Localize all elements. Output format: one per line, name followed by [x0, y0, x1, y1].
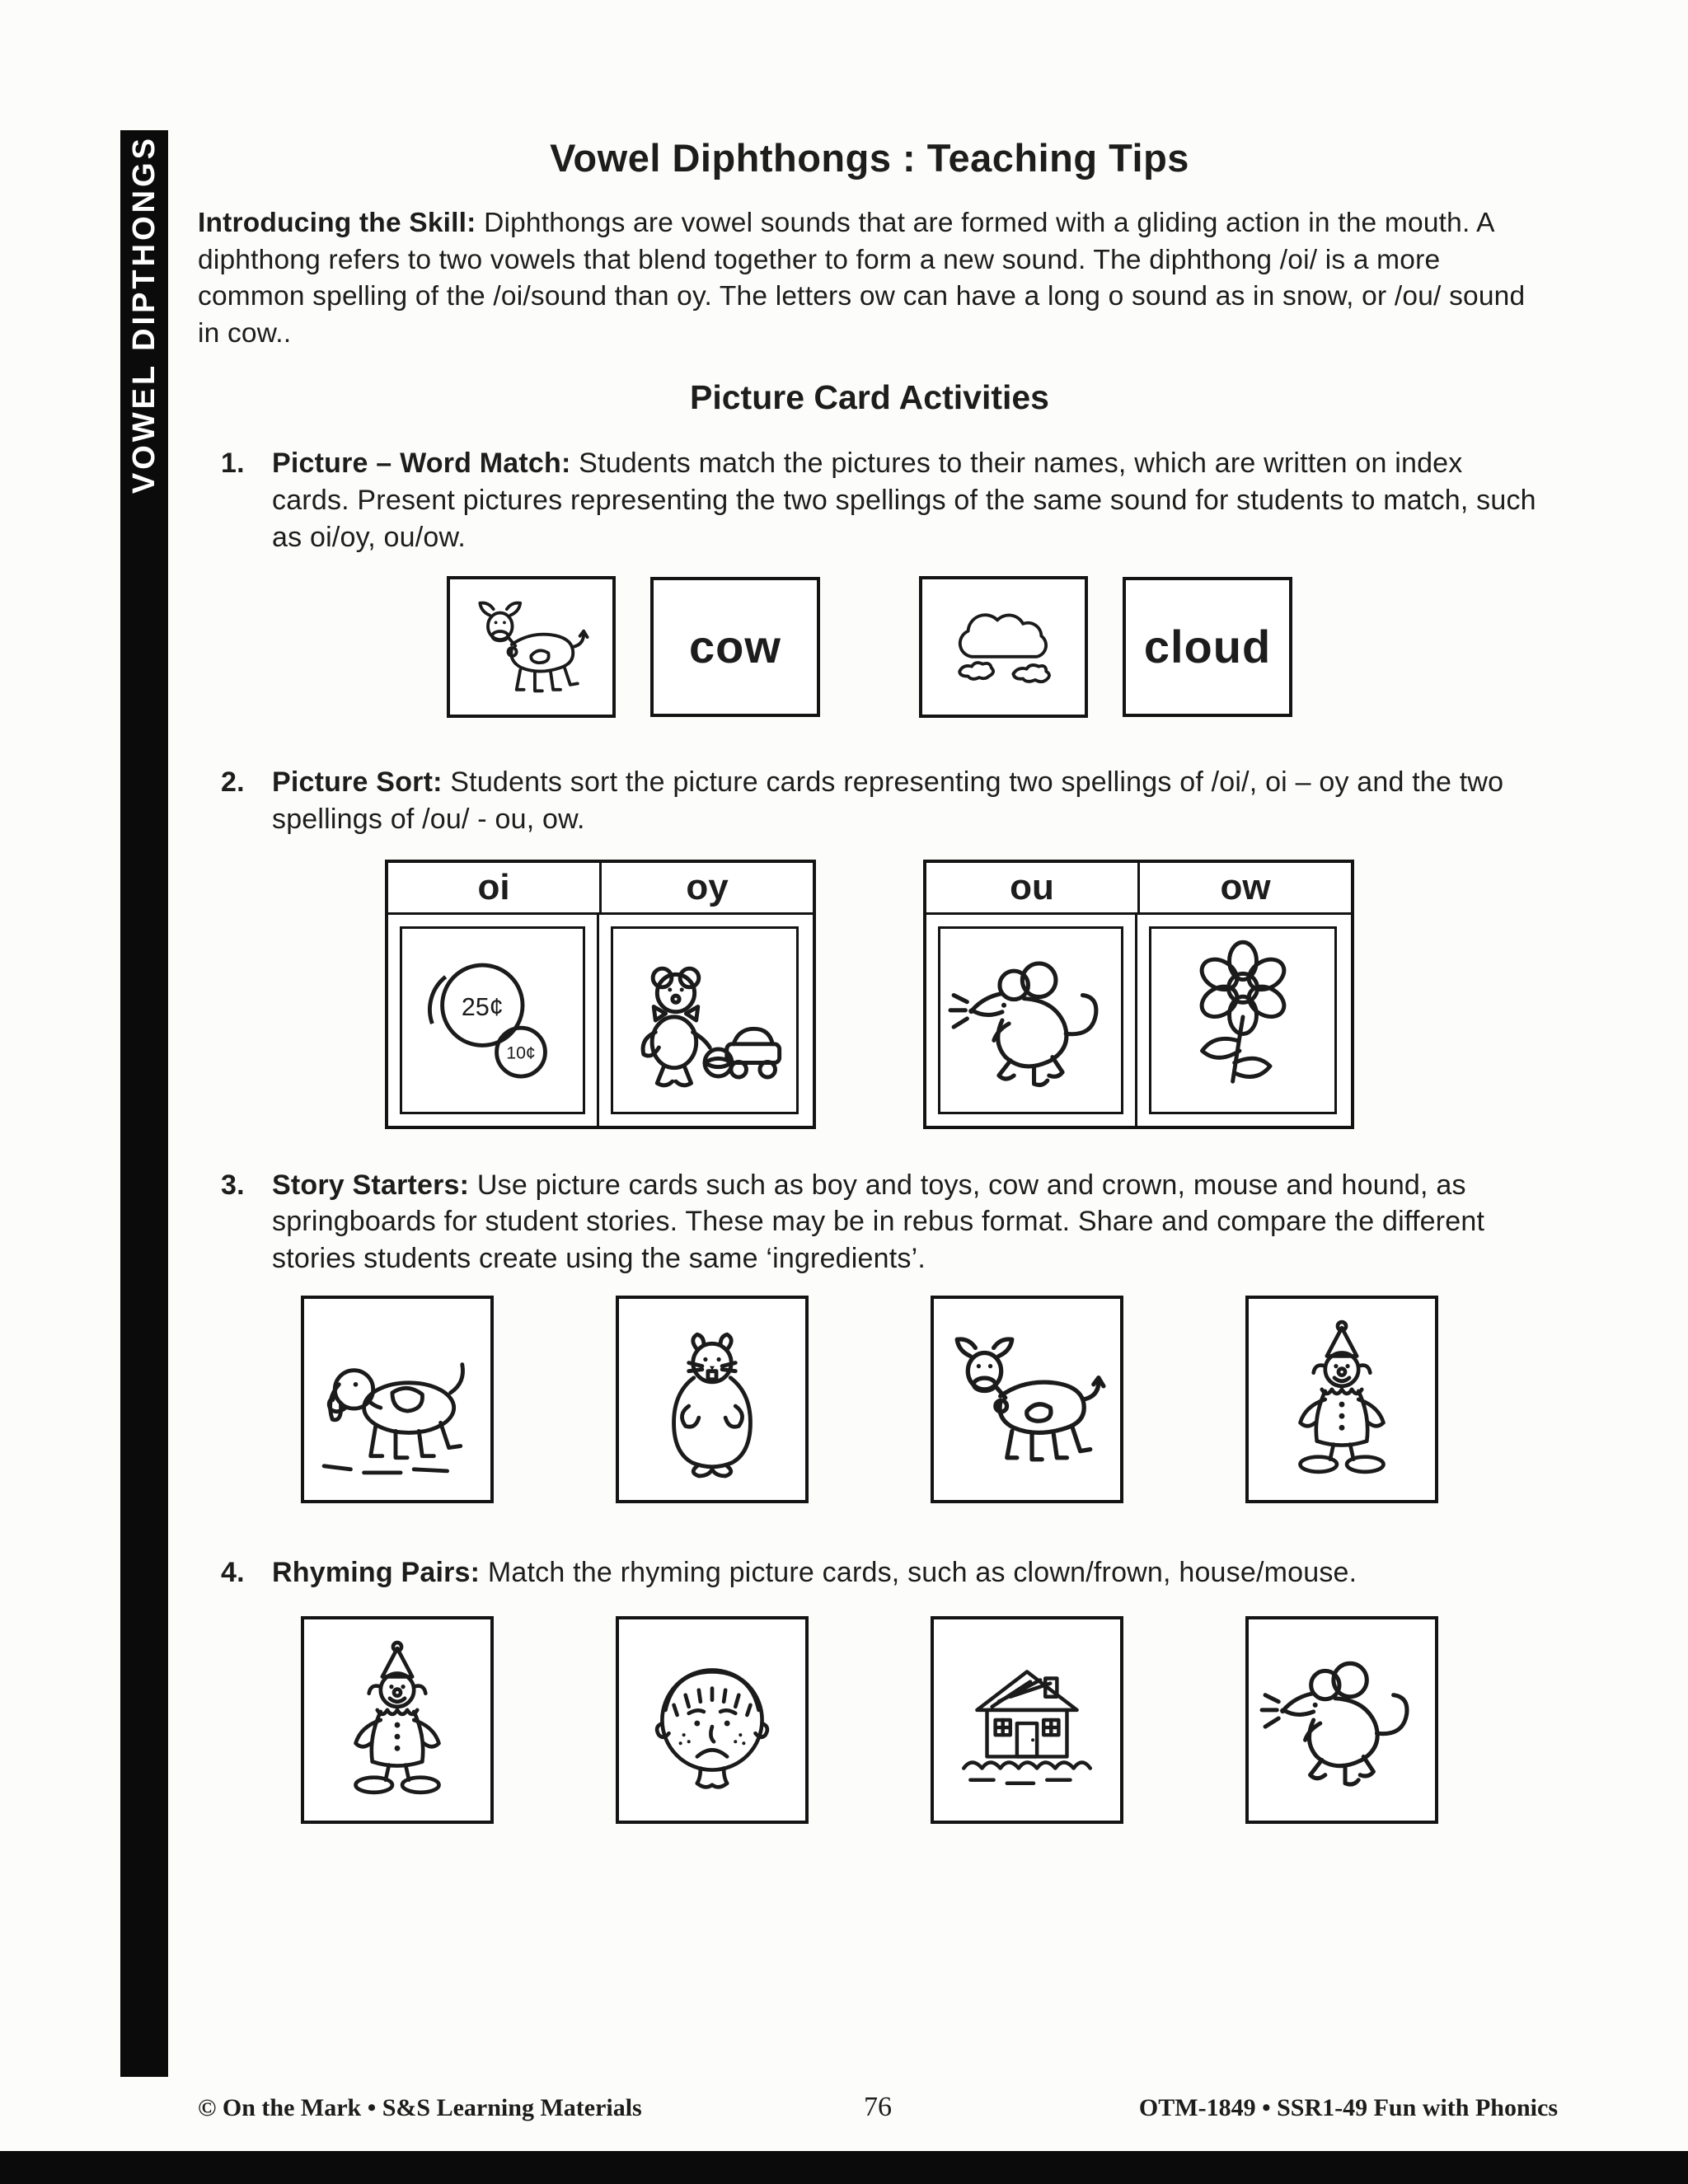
page-number: 76: [864, 2092, 892, 2122]
story-starter-card-row: [198, 1296, 1541, 1503]
section-title: Picture Card Activities: [690, 378, 1049, 417]
sort-table-ou-ow-body: [926, 915, 1351, 1126]
cow-word-card: [650, 577, 820, 717]
clown-story-card: [1245, 1296, 1438, 1503]
frowning-face-icon: [629, 1629, 795, 1811]
coins-frame: [400, 926, 585, 1114]
sidebar-band: [120, 130, 168, 2077]
activity-3-body: [272, 1167, 1541, 1278]
sort-header-oi: oi: [388, 863, 602, 912]
mouse-icon: [947, 935, 1114, 1105]
cloud-word-label: cloud: [1143, 621, 1272, 673]
sort-header-oy: oy: [686, 866, 729, 907]
activity-2-text: Students sort the picture cards representing two spellings of /oi/, oi – oy and the two spellings of /ou/ - ou, ow.: [272, 766, 1504, 835]
sort-table-oi-oy-header: [388, 863, 813, 915]
clown-icon: [314, 1629, 481, 1811]
activity-1-label: Picture – Word Match:: [272, 448, 571, 480]
house-rhyme-card: [931, 1616, 1123, 1824]
activity-2-label: Picture Sort:: [272, 766, 443, 798]
picture-word-match-row: [198, 576, 1541, 718]
footer-product-code: OTM-1849 • SSR1-49 Fun with Phonics: [1138, 2094, 1558, 2121]
intro-label: Introducing the Skill:: [198, 208, 476, 238]
coin-10-label: 10¢: [506, 1043, 536, 1063]
activity-1-number: 1.: [221, 448, 245, 480]
activity-4-number: 4.: [221, 1557, 245, 1589]
page-footer: [198, 2092, 1558, 2123]
activity-1-body: [272, 445, 1541, 556]
flower-frame: [1149, 926, 1337, 1114]
coins-icon: [409, 935, 576, 1105]
activity-3-text: Use picture cards such as boy and toys, cow and crown, mouse and hound, as springboards for student stories. These may be in rebus format. Share and compare the different stories students create using the same ‘ingredients’.: [272, 1169, 1485, 1275]
sidebar-vertical-label: VOWEL DIPTHONGS: [126, 135, 162, 494]
cow-icon: [944, 1309, 1110, 1490]
cow-picture-card: [447, 576, 616, 718]
teddy-car-cell: [599, 915, 810, 1126]
activity-4: [221, 1554, 1541, 1591]
intro-text: Diphthongs are vowel sounds that are formed with a gliding action in the mouth. A diphthong refers to two vowels that blend together to form a new sound. The diphthong /oi/ is a more common spelling of the /oi/sound than oy. The letters ow can have a long o sound as in snow, or /ou/ sound in cow..: [198, 208, 1526, 349]
cow-story-card: [931, 1296, 1123, 1503]
page-content: [198, 124, 1541, 1824]
picture-sort-area: [198, 860, 1541, 1129]
activity-4-label: Rhyming Pairs:: [272, 1557, 481, 1589]
footer-publisher: © On the Mark • S&S Learning Materials: [198, 2094, 642, 2121]
activity-3-label: Story Starters:: [272, 1169, 470, 1201]
sort-header-ou: ou: [926, 863, 1140, 912]
activity-3: [221, 1167, 1541, 1278]
sort-table-ou-ow: [923, 860, 1354, 1129]
scan-edge-strip: [0, 2151, 1688, 2184]
rhyming-pairs-card-row: [198, 1616, 1541, 1824]
cow-icon: [457, 586, 606, 708]
frown-rhyme-card: [616, 1616, 809, 1824]
flower-cell: [1137, 915, 1348, 1126]
activity-4-body: [272, 1554, 1541, 1591]
groundhog-card: [616, 1296, 809, 1503]
activity-2: [221, 764, 1541, 838]
hound-dog-icon: [314, 1309, 481, 1490]
mouse-rhyme-card: [1245, 1616, 1438, 1824]
sort-table-ou-ow-header: [926, 863, 1351, 915]
sort-table-oi-oy-body: [388, 915, 813, 1126]
activity-4-text: Match the rhyming picture cards, such as clown/frown, house/mouse.: [487, 1557, 1357, 1589]
activity-2-number: 2.: [221, 766, 245, 798]
clown-icon: [1259, 1309, 1425, 1490]
clown-rhyme-card: [301, 1616, 494, 1824]
activity-1-text: Students match the pictures to their names, which are written on index cards. Present pictures representing the two spellings of the same sound for students to match, such as oi/oy, ou/ow.: [272, 448, 1536, 553]
groundhog-icon: [629, 1309, 795, 1490]
activity-1: [221, 445, 1541, 556]
coin-25-label: 25¢: [461, 992, 504, 1021]
flower-icon: [1158, 935, 1328, 1105]
cow-word-label: cow: [689, 621, 781, 673]
activity-2-body: [272, 764, 1541, 838]
hound-dog-card: [301, 1296, 494, 1503]
cloud-word-card: [1123, 577, 1292, 717]
mouse-frame: [938, 926, 1123, 1114]
sort-table-oi-oy: [385, 860, 816, 1129]
coins-cell: [388, 915, 599, 1126]
teddy-car-frame: [611, 926, 799, 1114]
teddy-bear-toy-car-icon: [620, 935, 790, 1105]
house-icon: [944, 1629, 1110, 1811]
mouse-icon: [1259, 1629, 1425, 1811]
intro-paragraph: [198, 205, 1541, 352]
cloud-picture-card: [919, 576, 1088, 718]
activity-3-number: 3.: [221, 1169, 245, 1201]
mouse-cell: [926, 915, 1137, 1126]
cloud-icon: [929, 586, 1078, 708]
page-title: Vowel Diphthongs : Teaching Tips: [550, 136, 1189, 180]
sort-header-ow: ow: [1220, 866, 1271, 907]
